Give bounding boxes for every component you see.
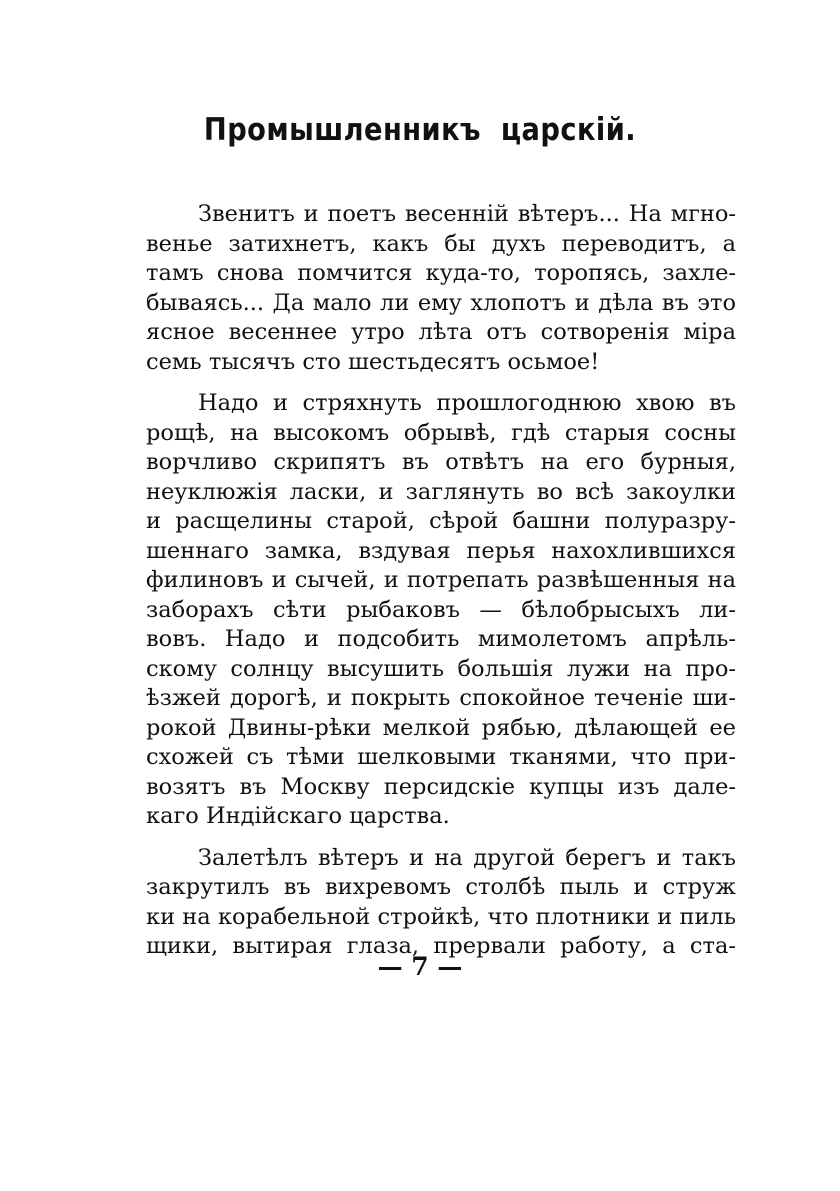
text-line: возятъ въ Москву персидскіе купцы изъ дале- — [146, 773, 736, 800]
text-line: филиновъ и сычей, и потрепать развѣшенныя на — [146, 567, 736, 593]
paragraph-3 — [146, 844, 736, 962]
text-line: венье затихнетъ, какъ бы духъ переводитъ, а — [146, 230, 736, 257]
text-line: ясное весеннее утро лѣта отъ сотворенія міра — [146, 319, 736, 345]
text-line: ворчливо скрипятъ въ отвѣтъ на его бурныя, — [146, 449, 736, 475]
text-line: семь тысячъ сто шестьдесятъ осьмое! — [146, 348, 600, 375]
page-number: — 7 — — [377, 952, 463, 981]
text-line: шеннаго замка, вздувая перья нахохлившихся — [146, 537, 736, 564]
text-line: рощѣ, на высокомъ обрывѣ, гдѣ старыя сосны — [146, 419, 736, 446]
text-line: скому солнцу высушить большія лужи на про- — [146, 655, 736, 682]
text-line: каго Индійскаго царства. — [146, 803, 450, 829]
paragraph-1 — [146, 200, 736, 377]
text-line: Звенитъ и поетъ весенній вѣтеръ... На мгно- — [198, 201, 736, 227]
text-line: закрутилъ въ вихревомъ столбѣ пыль и струж — [146, 874, 736, 900]
text-line: щики, вытирая глаза, прервали работу, а ста- — [146, 933, 736, 959]
text-line: ѣзжей дорогѣ, и покрыть спокойное теченіе ши- — [146, 685, 736, 711]
text-line: вовъ. Надо и подсобить мимолетомъ апрѣль- — [146, 626, 736, 652]
text-line: схожей съ тѣми шелковыми тканями, что при- — [146, 744, 736, 770]
text-line: Залетѣлъ вѣтеръ и на другой берегъ и такъ — [198, 844, 736, 871]
text-line: ки на корабельной стройкѣ, что плотники и пиль — [146, 903, 736, 930]
paragraph-2 — [146, 389, 736, 832]
text-line: Надо и стряхнуть прошлогоднюю хвою въ — [198, 390, 736, 416]
text-line: неуклюжія ласки, и заглянуть во всѣ закоулки — [146, 478, 736, 505]
text-line: тамъ снова помчится куда-то, торопясь, захле- — [146, 260, 736, 286]
chapter-title: Промышленникъ царскій. — [203, 112, 637, 148]
text-line: и расщелины старой, сѣрой башни полуразру- — [146, 508, 736, 534]
text-line: бываясь... Да мало ли ему хлопотъ и дѣла въ это — [146, 289, 736, 316]
text-line: заборахъ сѣти рыбаковъ — бѣлобрысыхъ ли- — [146, 596, 736, 623]
text-line: рокой Двины-рѣки мелкой рябью, дѣлающей ее — [146, 714, 736, 741]
body-text — [146, 200, 736, 962]
